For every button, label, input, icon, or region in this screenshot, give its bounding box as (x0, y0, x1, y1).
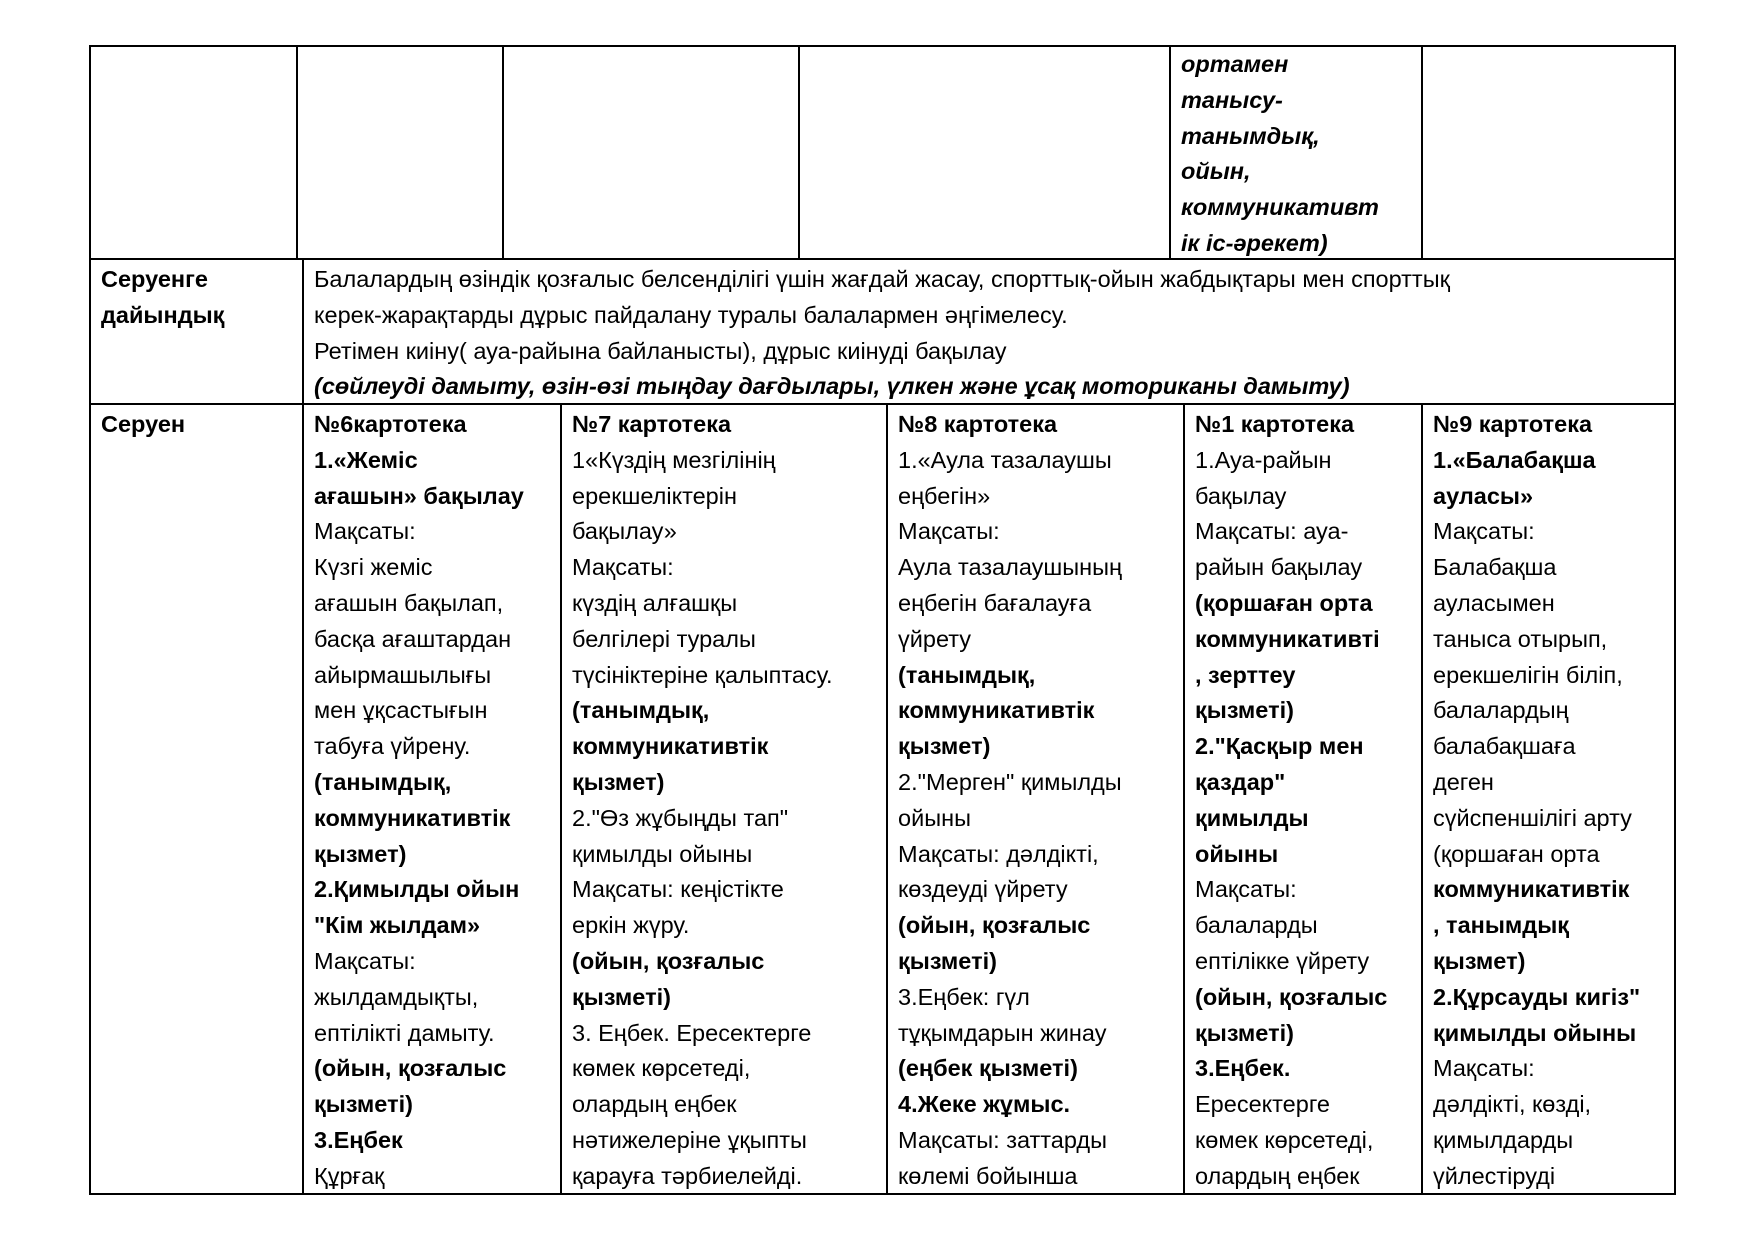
text-line: (танымдық, (898, 661, 1036, 688)
text-line: айырмашылығы (314, 661, 492, 688)
text-line: ағашын бақылап, (314, 589, 504, 616)
walk-row-divider (560, 403, 562, 1195)
text-line: Құрғақ (314, 1162, 385, 1189)
table-border-right (1674, 45, 1676, 1195)
text-line: коммуникативті (1195, 625, 1380, 652)
text-line: (танымдық, (572, 697, 710, 724)
text-line: (ойын, қозғалыс (1195, 983, 1388, 1010)
text-line: Мақсаты: (314, 518, 416, 545)
walk-row-divider (886, 403, 888, 1195)
text-line: нәтижелеріне ұқыпты (572, 1126, 807, 1153)
text-line: олардың еңбек (1195, 1162, 1360, 1189)
text-line: қызметі) (314, 1091, 413, 1118)
text-line: танысу- (1181, 86, 1283, 113)
text-line: коммуникативтік (1433, 876, 1630, 903)
text-line: көмек көрсетеді, (572, 1055, 751, 1082)
text-line: (танымдық, (314, 768, 452, 795)
text-line: қызметі) (898, 947, 997, 974)
text-line: 1.Ауа-райын (1195, 446, 1332, 473)
text-line: 2.Қимылды ойын (314, 876, 520, 903)
walk-card-4 (1195, 407, 1420, 1191)
text-line: (қоршаған орта (1195, 589, 1373, 616)
text-line: 2."Мерген" қимылды (898, 768, 1122, 795)
walk-card-3 (898, 407, 1182, 1191)
text-line: үйрету (898, 625, 972, 652)
text-line: ойын, (1181, 158, 1251, 185)
text-line: 2.Құрсауды кигіз" (1433, 983, 1641, 1010)
text-line: ойыны (898, 804, 971, 831)
text-line: еңбегін» (898, 482, 991, 509)
walk-row-divider (302, 403, 304, 1195)
text-line: күздің алғашқы (572, 589, 738, 616)
text-line: балаларды (1195, 912, 1318, 939)
text-line: №8 картотека (898, 411, 1058, 437)
top-row-divider (1421, 45, 1423, 260)
text-line: Мақсаты: заттарды (898, 1126, 1107, 1153)
text-line: ік іс-әрекет) (1181, 229, 1328, 256)
text-line: (қоршаған орта (1433, 840, 1600, 867)
text-line: 1.«Балабақша (1433, 446, 1596, 473)
text-line: Мақсаты: ауа- (1195, 518, 1349, 545)
text-line: Ретімен киіну( ауа-райына байланысты), дұрыс киінуді бақылау (314, 337, 1007, 364)
text-line: қызмет) (314, 840, 407, 867)
text-line: 4.Жеке жұмыс. (898, 1091, 1071, 1118)
table-border-left (89, 45, 91, 1195)
text-line: , зерттеу (1195, 661, 1296, 688)
text-line: коммуникативт (1181, 194, 1379, 221)
text-line: ерекшелігін біліп, (1433, 661, 1623, 688)
text-line: қимылды ойыны (1433, 1019, 1637, 1046)
text-line: 1.«Аула тазалаушы (898, 446, 1112, 473)
walk-card-5 (1433, 407, 1673, 1191)
text-line: коммуникативтік (898, 697, 1095, 724)
top-row-divider (798, 45, 800, 260)
text-line: Мақсаты: (1195, 876, 1297, 903)
text-line: бақылау (1195, 482, 1287, 509)
text-line: Мақсаты: кеңістікте (572, 876, 784, 903)
text-line: 2."Өз жұбыңды тап" (572, 804, 789, 831)
text-line: Мақсаты: (898, 518, 1000, 545)
text-line: (ойын, қозғалыс (572, 947, 765, 974)
text-line: ептілікті дамыту. (314, 1019, 495, 1046)
text-line: бақылау» (572, 518, 677, 545)
text-line: Аула тазалаушының (898, 554, 1122, 581)
text-line: 3.Еңбек: гүл (898, 983, 1030, 1010)
text-line: Балабақша (1433, 554, 1557, 581)
text-line: қызмет) (1433, 947, 1526, 974)
text-line: №6картотека (314, 411, 467, 437)
text-line: Мақсаты: (1433, 1055, 1535, 1082)
text-line: дайындық (101, 301, 225, 328)
text-line: дәлдікті, көзді, (1433, 1091, 1592, 1118)
text-line: олардың еңбек (572, 1091, 737, 1118)
text-line: көлемі бойынша (898, 1162, 1078, 1189)
table-row-divider-2 (89, 403, 1676, 405)
text-line: 1«Күздің мезгілінің (572, 446, 776, 473)
text-line: табуға үйрену. (314, 733, 471, 760)
text-line: 3. Еңбек. Ересектерге (572, 1019, 812, 1046)
text-line: сүйспеншілігі арту (1433, 804, 1632, 831)
text-line: "Кім жылдам» (314, 912, 481, 939)
text-line: ауласы» (1433, 482, 1534, 509)
text-line: қызметі) (1195, 1019, 1294, 1046)
text-line: ойыны (1195, 840, 1279, 867)
text-line: балабақшаға (1433, 733, 1576, 760)
text-line: ортамен (1181, 51, 1289, 77)
text-line: Мақсаты: дәлдікті, (898, 840, 1099, 867)
text-line: (ойын, қозғалыс (314, 1055, 507, 1082)
text-line: керек-жарақтарды дұрыс пайдалану туралы балалармен әңгімелесу. (314, 301, 1068, 328)
text-line: қимылдарды (1433, 1126, 1574, 1153)
walk-row-label (101, 407, 299, 1191)
top-row-col5-text (1181, 47, 1419, 258)
top-row-divider (1169, 45, 1171, 260)
text-line: 3.Еңбек (314, 1126, 403, 1153)
text-line: Күзгі жеміс (314, 554, 433, 581)
text-line: қызметі) (572, 983, 671, 1010)
text-line: №7 картотека (572, 411, 732, 437)
text-line: қызмет) (898, 733, 991, 760)
walk-card-2 (572, 407, 885, 1191)
text-line: 1.«Жеміс (314, 446, 418, 473)
text-line: түсініктеріне қалыптасу. (572, 661, 833, 688)
text-line: қаздар" (1195, 768, 1286, 795)
walk-card-1 (314, 407, 559, 1191)
table-row-divider-1 (89, 258, 1676, 260)
text-line: басқа ағаштардан (314, 625, 512, 652)
text-line: қарауға тәрбиелейді. (572, 1162, 803, 1189)
text-line: (еңбек қызметі) (898, 1055, 1078, 1082)
text-line: көздеуді үйрету (898, 876, 1068, 903)
text-line: Мақсаты: (1433, 518, 1535, 545)
text-line: ептілікке үйрету (1195, 947, 1370, 974)
text-line: (сөйлеуді дамыту, өзін-өзі тыңдау дағдылары, үлкен және ұсақ моториканы дамыту) (314, 373, 1350, 400)
table-border-top (89, 45, 1676, 47)
text-line: коммуникативтік (572, 733, 769, 760)
top-row-divider (502, 45, 504, 260)
text-line: тұқымдарын жинау (898, 1019, 1107, 1046)
text-line: , танымдық (1433, 912, 1570, 939)
table-border-bottom (89, 1193, 1676, 1195)
text-line: Серуенге (101, 266, 208, 292)
text-line: Ересектерге (1195, 1091, 1330, 1118)
text-line: №9 картотека (1433, 411, 1593, 437)
text-line: 3.Еңбек. (1195, 1055, 1291, 1082)
prep-row-content (314, 262, 1672, 402)
top-row-divider (296, 45, 298, 260)
text-line: еңбегін бағалауға (898, 589, 1092, 616)
text-line: белгілері туралы (572, 625, 756, 652)
text-line: Серуен (101, 411, 186, 437)
text-line: ағашын» бақылау (314, 482, 524, 509)
text-line: коммуникативтік (314, 804, 511, 831)
text-line: деген (1433, 768, 1494, 795)
text-line: Балалардың өзіндік қозғалыс белсенділігі үшін жағдай жасау, спорттық-ойын жабдықтары мен спорттық (314, 266, 1450, 292)
text-line: танымдық, (1181, 122, 1320, 149)
prep-row-divider (302, 258, 304, 405)
text-line: жылдамдықты, (314, 983, 479, 1010)
text-line: (ойын, қозғалыс (898, 912, 1091, 939)
text-line: мен ұқсастығын (314, 697, 488, 724)
text-line: қимылды (1195, 804, 1309, 831)
text-line: райын бақылау (1195, 554, 1363, 581)
text-line: 2."Қасқыр мен (1195, 733, 1364, 760)
text-line: көмек көрсетеді, (1195, 1126, 1374, 1153)
text-line: қызмет) (572, 768, 665, 795)
text-line: қимылды ойыны (572, 840, 753, 867)
text-line: балалардың (1433, 697, 1569, 724)
text-line: ерекшеліктерін (572, 482, 737, 509)
text-line: таныса отырып, (1433, 625, 1608, 652)
text-line: еркін жүру. (572, 912, 690, 939)
prep-row-label (101, 262, 299, 402)
text-line: Мақсаты: (572, 554, 674, 581)
walk-row-divider (1421, 403, 1423, 1195)
walk-row-divider (1183, 403, 1185, 1195)
text-line: үйлестіруді (1433, 1162, 1556, 1189)
text-line: қызметі) (1195, 697, 1294, 724)
text-line: Мақсаты: (314, 947, 416, 974)
text-line: ауласымен (1433, 589, 1555, 616)
text-line: №1 картотека (1195, 411, 1355, 437)
